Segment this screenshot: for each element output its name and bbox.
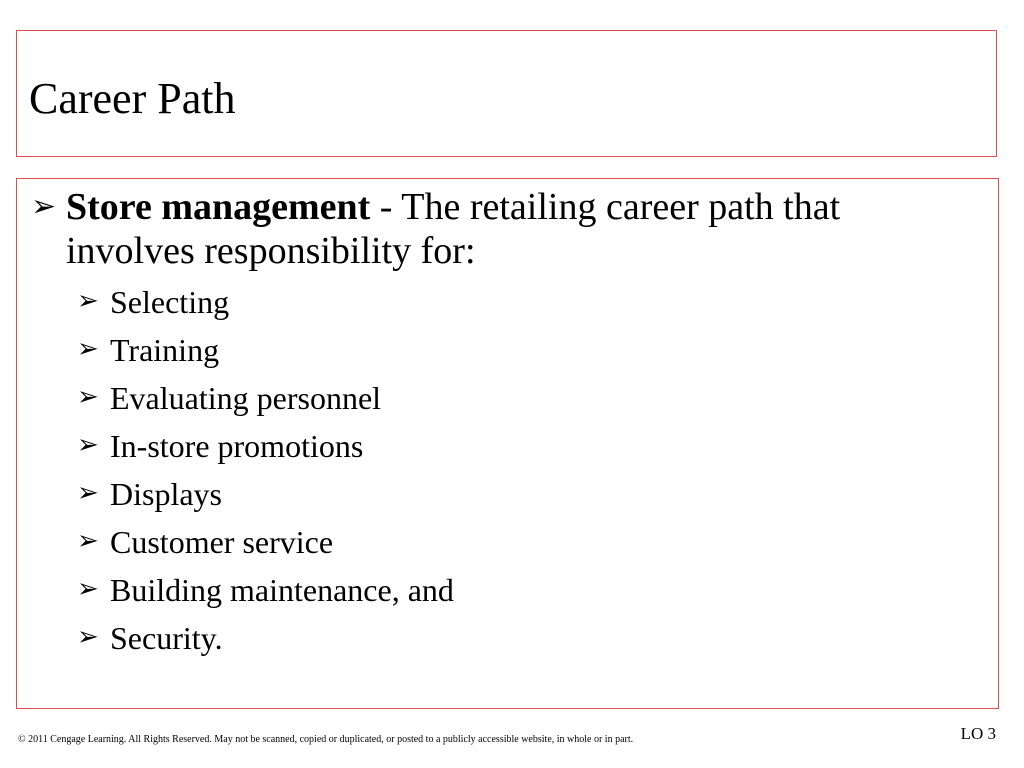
- list-item-label: In-store promotions: [110, 428, 364, 464]
- arrowhead-bullet-icon: ➢: [77, 430, 99, 460]
- list-item-label: Evaluating personnel: [110, 380, 382, 416]
- arrowhead-bullet-icon: ➢: [77, 574, 99, 604]
- arrowhead-bullet-icon: ➢: [31, 189, 57, 224]
- arrowhead-bullet-icon: ➢: [77, 478, 99, 508]
- sub-bullet-list: [77, 278, 454, 662]
- arrowhead-bullet-icon: ➢: [77, 622, 99, 652]
- main-bullet-term: Store management: [66, 186, 371, 228]
- list-item: [77, 518, 454, 566]
- list-item: [77, 470, 454, 518]
- arrowhead-bullet-icon: ➢: [77, 526, 99, 556]
- arrowhead-bullet-icon: ➢: [77, 334, 99, 364]
- list-item: [77, 326, 454, 374]
- list-item: [77, 614, 454, 662]
- list-item: [77, 422, 454, 470]
- main-bullet: [31, 185, 931, 273]
- list-item-label: Displays: [110, 476, 222, 512]
- content-frame: [16, 178, 999, 709]
- list-item-label: Security.: [110, 620, 223, 656]
- main-bullet-text: [66, 185, 931, 273]
- copyright-notice: © 2011 Cengage Learning. All Rights Reserved. May not be scanned, copied or duplicated, or posted to a publicly accessible website, in whole or in part.: [18, 734, 634, 745]
- list-item: [77, 374, 454, 422]
- list-item-label: Training: [110, 332, 220, 368]
- list-item: [77, 278, 454, 326]
- list-item: [77, 566, 454, 614]
- arrowhead-bullet-icon: ➢: [77, 382, 99, 412]
- list-item-label: Building maintenance, and: [110, 572, 454, 608]
- slide-title: Career Path: [29, 74, 236, 123]
- title-frame: [16, 30, 997, 157]
- list-item-label: Customer service: [110, 524, 334, 560]
- main-bullet-definition: - The retailing career path that involves responsibility for:: [66, 186, 841, 272]
- arrowhead-bullet-icon: ➢: [77, 286, 99, 316]
- list-item-label: Selecting: [110, 284, 230, 320]
- learning-objective-label: LO 3: [960, 724, 996, 743]
